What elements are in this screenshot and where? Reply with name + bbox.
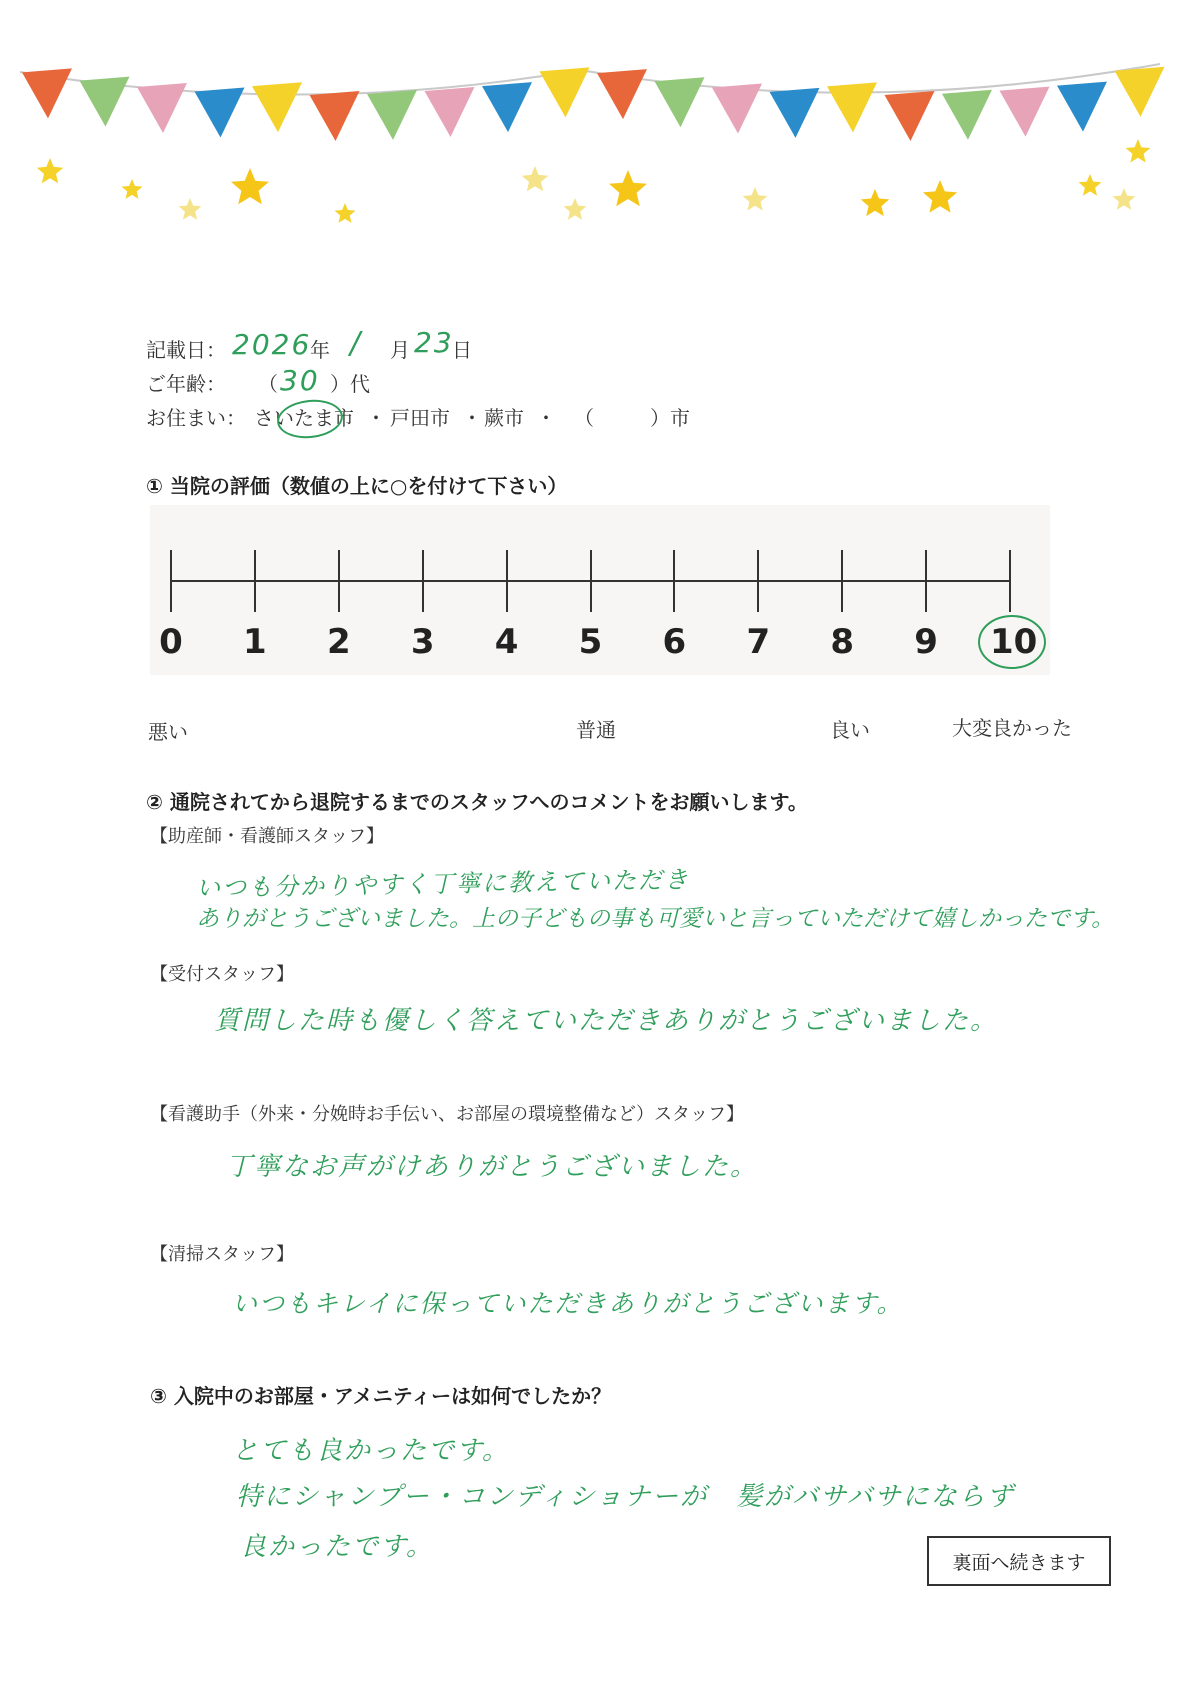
bunting-flag [425,87,475,137]
month-unit: 月 [390,338,410,362]
other-city-open: （ [574,406,594,430]
scale-tick [506,550,508,612]
scale-tick [170,550,172,612]
scale-number-8[interactable]: 8 [830,622,855,662]
bunting-flag [540,67,590,117]
star-icon [743,187,768,211]
scale-number-5[interactable]: 5 [578,622,603,662]
anchor-very-good: 大変良かった [952,716,1072,740]
selected-rating-circle [978,615,1046,669]
anchor-normal: 普通 [576,718,616,742]
section2-title: ② 通院されてから退院するまでのスタッフへのコメントをお願いします。 [146,790,808,814]
scale-number-4[interactable]: 4 [494,622,519,662]
city-toda: 戸田市 [390,406,450,430]
other-city-close: ）市 [650,406,690,430]
bunting-flag [1057,82,1107,132]
bunting-flag [482,82,532,132]
bunting-flag [252,82,302,132]
bunting-flag [310,91,360,141]
bunting-flag [367,90,417,140]
comment-nurses-line1: いつも分かりやすく丁寧に教えていただき [195,865,691,903]
bunting-flag [597,69,647,119]
star-icon [861,189,890,216]
bunting-flag [137,83,187,133]
scale-number-9[interactable]: 9 [914,622,938,662]
bunting-flag [827,82,877,132]
comment-room-line1: とても良かったです。 [232,1436,510,1466]
residence-label: お住まい： [146,406,246,430]
day-unit: 日 [452,338,472,362]
separator: ・ [366,406,386,430]
scale-number-2[interactable]: 2 [326,622,351,662]
scale-tick [1009,550,1011,612]
bunting-flag [22,68,72,118]
star-icon [122,179,143,199]
continue-notice: 裏面へ続きます [927,1536,1111,1586]
comment-cleaning: いつもキレイに保っていただきありがとうございます。 [232,1289,904,1318]
anchor-good: 良い [830,718,870,742]
star-icon [1126,139,1151,163]
comment-assistants: 丁寧なお声がけありがとうございました。 [226,1152,759,1182]
bunting-flag [885,91,935,141]
star-icon [335,203,356,223]
comment-nurses-line2: ありがとうございました。上の子どもの事も可愛いと言っていただけて嬉しかったです。 [196,906,1115,932]
scale-tick [757,550,759,612]
comment-room-line3: 良かったです。 [240,1532,434,1562]
star-icon [37,158,64,183]
date-year-value: 2026 [232,328,312,361]
scale-tick [590,550,592,612]
bunting-flag [712,83,762,133]
star-icon [231,168,269,204]
age-close: ）代 [330,372,370,396]
scale-number-1[interactable]: 1 [243,622,267,662]
group-label-reception: 【受付スタッフ】 [150,964,294,985]
age-open: （ [258,372,278,396]
star-icon [1079,174,1102,196]
year-unit: 年 [310,338,330,362]
age-value: 30 [280,364,320,397]
anchor-bad: 悪い [148,720,188,744]
star-icon [522,166,549,191]
age-label: ご年齢： [146,372,226,396]
section1-title: ① 当院の評価（数値の上に○を付けて下さい） [146,474,568,498]
bunting-flag [655,77,705,127]
scale-tick [925,550,927,612]
scale-number-10[interactable]: 10 [990,622,1038,662]
scale-tick [841,550,843,612]
date-day-value: 23 [414,326,454,359]
group-label-nurses: 【助産師・看護師スタッフ】 [150,826,384,847]
bunting-flag [195,88,245,138]
date-month-value: / [350,326,363,361]
city-saitama: さいたま市 [254,406,354,430]
date-label: 記載日： [146,338,226,362]
comment-reception: 質問した時も優しく答えていただきありがとうございました。 [214,1006,999,1036]
star-icon [1113,188,1136,210]
bunting-flag [80,77,130,127]
bunting-flag [942,90,992,140]
bunting-flag [1000,87,1050,137]
comment-room-line2: 特にシャンプー・コンディショナーが 髪がバサバサにならず [236,1482,1015,1512]
section3-title: ③ 入院中のお部屋・アメニティーは如何でしたか？ [150,1384,612,1408]
separator: ・ [536,406,556,430]
scale-tick [338,550,340,612]
separator: ・ [462,406,482,430]
scale-number-6[interactable]: 6 [662,622,687,662]
star-icon [179,198,202,220]
scale-number-3[interactable]: 3 [410,622,435,662]
group-label-cleaning: 【清掃スタッフ】 [150,1244,294,1265]
scale-tick [422,550,424,612]
scale-number-0[interactable]: 0 [159,622,183,662]
star-icon [923,180,957,213]
star-icon [564,198,587,220]
group-label-assistants: 【看護助手（外来・分娩時お手伝い、お部屋の環境整備など）スタッフ】 [150,1104,744,1125]
scale-tick [254,550,256,612]
star-icon [609,170,647,206]
bunting-flag [1115,67,1165,117]
scale-tick [673,550,675,612]
scale-number-7[interactable]: 7 [746,622,771,662]
bunting-decoration [0,0,1190,260]
city-warabi: 蕨市 [484,406,524,430]
bunting-flag [770,88,820,138]
